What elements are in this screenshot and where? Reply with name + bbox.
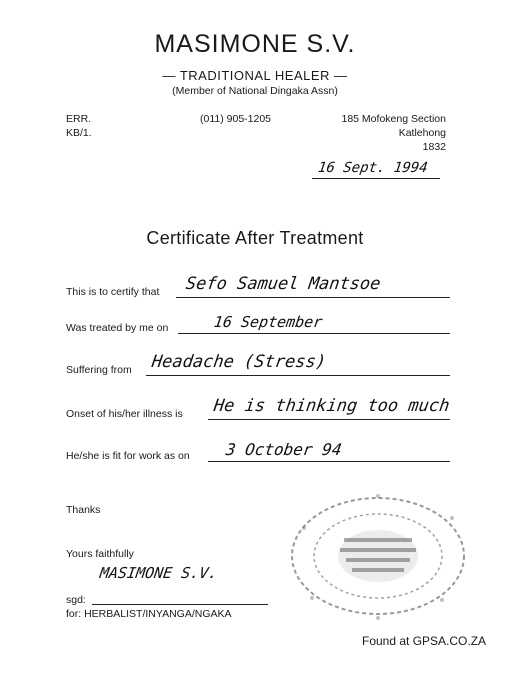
role-text: for: HERBALIST/INYANGA/NGAKA: [66, 608, 232, 620]
handwritten-signature: MASIMONE S.V.: [98, 564, 219, 582]
phone-number: (011) 905-1205: [200, 113, 272, 125]
yours-faithfully-text: Yours faithfully: [66, 548, 134, 560]
field-label-treated-on: Was treated by me on: [66, 322, 169, 334]
healer-name-title: MASIMONE S.V.: [154, 30, 356, 58]
signature-line: [92, 604, 268, 605]
reference-line-2: KB/1.: [66, 127, 92, 139]
date-underline: [312, 178, 440, 179]
source-footer: Found at GPSA.CO.ZA: [362, 634, 487, 648]
address-line-1: 185 Mofokeng Section: [341, 113, 446, 125]
field-label-onset: Onset of his/her illness is: [66, 408, 183, 420]
address-line-2: Katlehong: [398, 127, 446, 139]
sgd-label: sgd:: [66, 594, 86, 606]
field-value-suffering: Headache (Stress): [150, 352, 328, 372]
reference-block: [66, 112, 92, 140]
field-line-treated-on: [178, 333, 450, 334]
field-value-patient: Sefo Samuel Mantsoe: [184, 274, 382, 294]
field-value-onset: He is thinking too much: [212, 396, 451, 416]
address-line-3: 1832: [422, 141, 446, 153]
field-line-patient: [176, 297, 450, 298]
certificate-title: Certificate After Treatment: [146, 228, 364, 248]
field-line-onset: [208, 419, 450, 420]
membership-note: (Member of National Dingaka Assn): [172, 85, 338, 97]
official-stamp: [282, 488, 478, 628]
reference-line-1: ERR.: [66, 113, 92, 125]
field-label-fit-for-work: He/she is fit for work as on: [66, 450, 190, 462]
field-value-fit-for-work: 3 October 94: [224, 440, 343, 459]
field-label-patient: This is to certify that: [66, 286, 160, 298]
field-label-suffering: Suffering from: [66, 364, 132, 376]
thanks-text: Thanks: [66, 504, 101, 516]
handwritten-date: 16 Sept. 1994: [316, 160, 429, 176]
address-block: [342, 112, 447, 154]
healer-subtitle: — TRADITIONAL HEALER —: [162, 68, 348, 83]
field-value-treated-on: 16 September: [212, 313, 324, 331]
field-line-suffering: [146, 375, 450, 376]
field-line-fit-for-work: [208, 461, 450, 462]
